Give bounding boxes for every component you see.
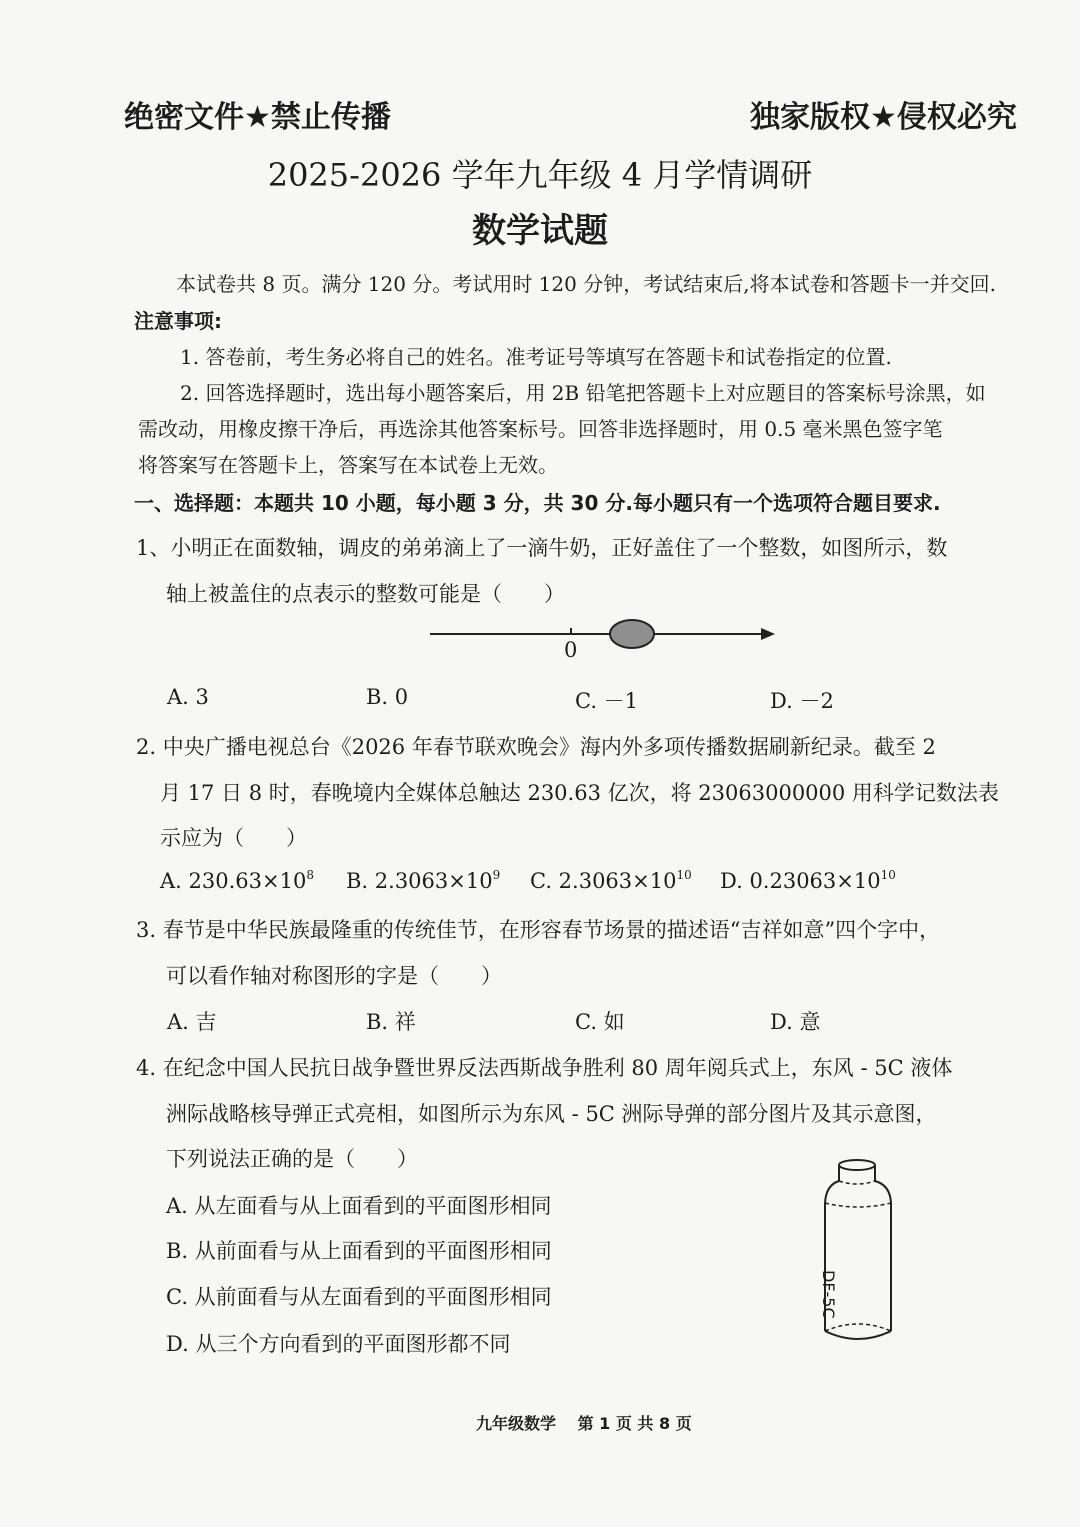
- missile-label: DF-5C: [819, 1270, 838, 1319]
- q1-line-1: 1、小明正在面数轴，调皮的弟弟滴上了一滴牛奶，正好盖住了一个整数，如图所示，数: [136, 536, 948, 560]
- missile-figure: [818, 1155, 908, 1355]
- q3-option-d: D. 意: [770, 1010, 821, 1034]
- section-1-heading: 一、选择题：本题共 10 小题，每小题 3 分，共 30 分.每小题只有一个选项符合题目要求.: [134, 491, 941, 515]
- note-item-2-line-1: 2. 回答选择题时，选出每小题答案后，用 2B 铅笔把答题卡上对应题目的答案标号涂黑，如: [180, 381, 986, 405]
- milk-drop: [610, 620, 654, 648]
- q3-line-2: 可以看作轴对称图形的字是（ ）: [166, 964, 502, 988]
- q4-option-a: A. 从左面看与从上面看到的平面图形相同: [166, 1194, 552, 1218]
- q3-option-b: B. 祥: [366, 1010, 416, 1034]
- exam-subject: 数学试题: [472, 211, 608, 251]
- notes-heading: 注意事项:: [134, 309, 222, 333]
- page-footer: 九年级数学 第 1 页 共 8 页: [476, 1414, 692, 1433]
- q3-option-a: A. 吉: [167, 1010, 217, 1034]
- q3-option-c: C. 如: [575, 1010, 625, 1034]
- exam-title: 2025-2026 学年九年级 4 月学情调研: [267, 156, 813, 194]
- q1-option-b: B. 0: [366, 685, 409, 709]
- q1-option-c: C. －1: [575, 689, 639, 713]
- header-confidential: 绝密文件★禁止传播: [124, 100, 391, 135]
- q2-option-b: B. $2.3063\times 10^9$: [346, 868, 501, 893]
- note-item-1: 1. 答卷前，考生务必将自己的姓名。准考证号等填写在答题卡和试卷指定的位置.: [180, 345, 892, 369]
- q2-option-c: C. $2.3063\times 10^{10}$: [530, 868, 692, 893]
- q4-line-1: 4. 在纪念中国人民抗日战争暨世界反法西斯战争胜利 80 周年阅兵式上，东风 - 5C 液体: [136, 1056, 953, 1080]
- q4-line-2: 洲际战略核导弹正式亮相，如图所示为东风 - 5C 洲际导弹的部分图片及其示意图，: [166, 1102, 937, 1126]
- q2-option-a: A. $230.63\times 10^8$: [160, 868, 314, 893]
- q1-option-d: D. －2: [770, 689, 834, 713]
- header-copyright: 独家版权★侵权必究: [750, 100, 1017, 135]
- q1-line-2: 轴上被盖住的点表示的整数可能是（ ）: [166, 582, 565, 606]
- q4-option-b: B. 从前面看与从上面看到的平面图形相同: [166, 1239, 552, 1263]
- note-item-2-line-2: 需改动，用橡皮擦干净后，再选涂其他答案标号。回答非选择题时，用 0.5 毫米黑色签字笔: [138, 417, 943, 441]
- number-line-figure: [430, 613, 790, 663]
- note-item-2-line-3: 将答案写在答题卡上，答案写在本试卷上无效。: [138, 453, 558, 477]
- axis-zero-label: 0: [564, 638, 578, 662]
- q4-option-c: C. 从前面看与从左面看到的平面图形相同: [166, 1285, 552, 1309]
- q4-option-d: D. 从三个方向看到的平面图形都不同: [166, 1332, 511, 1356]
- q2-line-3: 示应为（ ）: [160, 826, 307, 850]
- q2-line-1: 2. 中央广播电视总台《2026 年春节联欢晚会》海内外多项传播数据刷新纪录。截至 2: [136, 735, 936, 759]
- q2-option-d: D. $0.23063\times 10^{10}$: [720, 868, 896, 893]
- q3-line-1: 3. 春节是中华民族最隆重的传统佳节，在形容春节场景的描述语“吉祥如意”四个字中，: [136, 918, 941, 942]
- axis-arrow: [761, 628, 775, 640]
- q2-line-2: 月 17 日 8 时，春晚境内全媒体总触达 230.63 亿次，将 23063000000 用科学记数法表: [160, 781, 999, 805]
- q4-line-3: 下列说法正确的是（ ）: [166, 1147, 418, 1171]
- exam-intro: 本试卷共 8 页。满分 120 分。考试用时 120 分钟，考试结束后,将本试卷和答题卡一并交回.: [176, 272, 996, 296]
- q1-option-a: A. 3: [167, 685, 209, 709]
